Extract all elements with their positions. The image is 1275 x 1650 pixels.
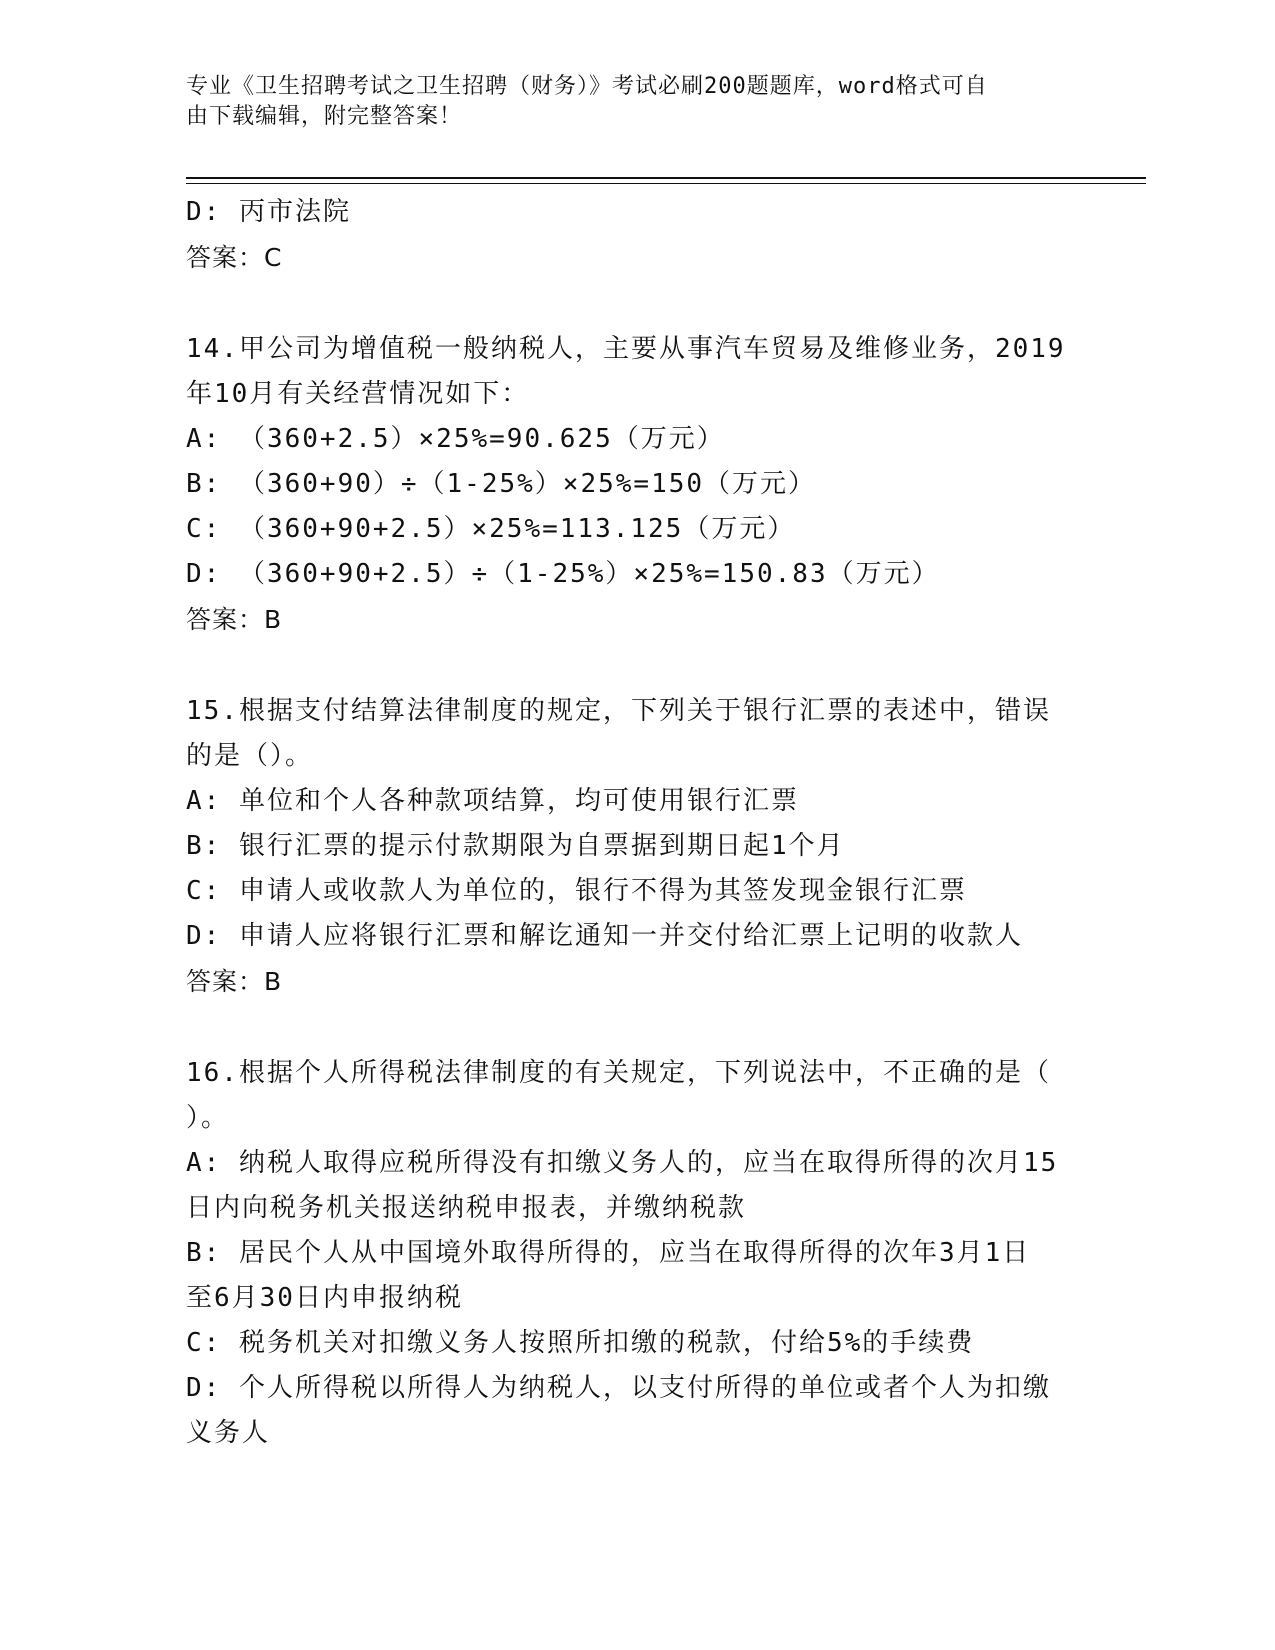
header-line-2: 由下载编辑，附完整答案！ — [186, 104, 463, 129]
q15-option-b: B: 银行汇票的提示付款期限为自票据到期日起1个月 — [186, 831, 845, 861]
spacer — [186, 1004, 1086, 1051]
question-content — [186, 190, 1086, 1456]
q13-answer: 答案：C — [186, 243, 283, 272]
q16-stem-line-2: ）。 — [186, 1103, 230, 1133]
q15-option-c: C: 申请人或收款人为单位的，银行不得为其签发现金银行汇票 — [186, 876, 967, 906]
spacer — [186, 642, 1086, 689]
q14-option-b: B: （360+90）÷（1-25%）×25%=150（万元） — [186, 469, 817, 499]
q14-stem-line-2: 年10月有关经营情况如下： — [186, 379, 530, 409]
q14-stem-line-1: 14.甲公司为增值税一般纳税人，主要从事汽车贸易及维修业务，2019 — [186, 334, 1066, 364]
q16-option-c: C: 税务机关对扣缴义务人按照所扣缴的税款，付给5%的手续费 — [186, 1328, 975, 1358]
q14-option-c: C: （360+90+2.5）×25%=113.125（万元） — [186, 514, 796, 544]
header-line-1: 专业《卫生招聘考试之卫生招聘（财务）》考试必刷200题题库，word格式可自 — [186, 74, 988, 99]
q15-answer: 答案：B — [186, 967, 283, 996]
q14-option-a: A: （360+2.5）×25%=90.625（万元） — [186, 424, 725, 454]
header-rule-thick — [186, 177, 1146, 179]
q14-answer: 答案：B — [186, 605, 283, 634]
q16-option-d-line-2: 义务人 — [186, 1418, 271, 1448]
header-rule-thin — [186, 183, 1146, 184]
q16-option-b-line-1: B: 居民个人从中国境外取得所得的，应当在取得所得的次年3月1日 — [186, 1238, 1031, 1268]
spacer — [186, 280, 1086, 327]
q15-option-a: A: 单位和个人各种款项结算，均可使用银行汇票 — [186, 786, 799, 816]
q13-option-d: D: 丙市法院 — [186, 197, 351, 227]
q16-option-a-line-1: A: 纳税人取得应税所得没有扣缴义务人的，应当在取得所得的次月15 — [186, 1148, 1059, 1178]
q15-stem-line-1: 15.根据支付结算法律制度的规定，下列关于银行汇票的表述中，错误 — [186, 696, 1051, 726]
q16-option-a-line-2: 日内向税务机关报送纳税申报表，并缴纳税款 — [186, 1193, 747, 1223]
page-header — [186, 72, 1076, 132]
q14-option-d: D: （360+90+2.5）÷（1-25%）×25%=150.83（万元） — [186, 559, 940, 589]
q15-stem-line-2: 的是（）。 — [186, 741, 314, 771]
q16-option-b-line-2: 至6月30日内申报纳税 — [186, 1283, 463, 1313]
q16-option-d-line-1: D: 个人所得税以所得人为纳税人，以支付所得的单位或者个人为扣缴 — [186, 1373, 1051, 1403]
q15-option-d: D: 申请人应将银行汇票和解讫通知一并交付给汇票上记明的收款人 — [186, 921, 1023, 951]
q16-stem-line-1: 16.根据个人所得税法律制度的有关规定，下列说法中，不正确的是（ — [186, 1058, 1051, 1088]
